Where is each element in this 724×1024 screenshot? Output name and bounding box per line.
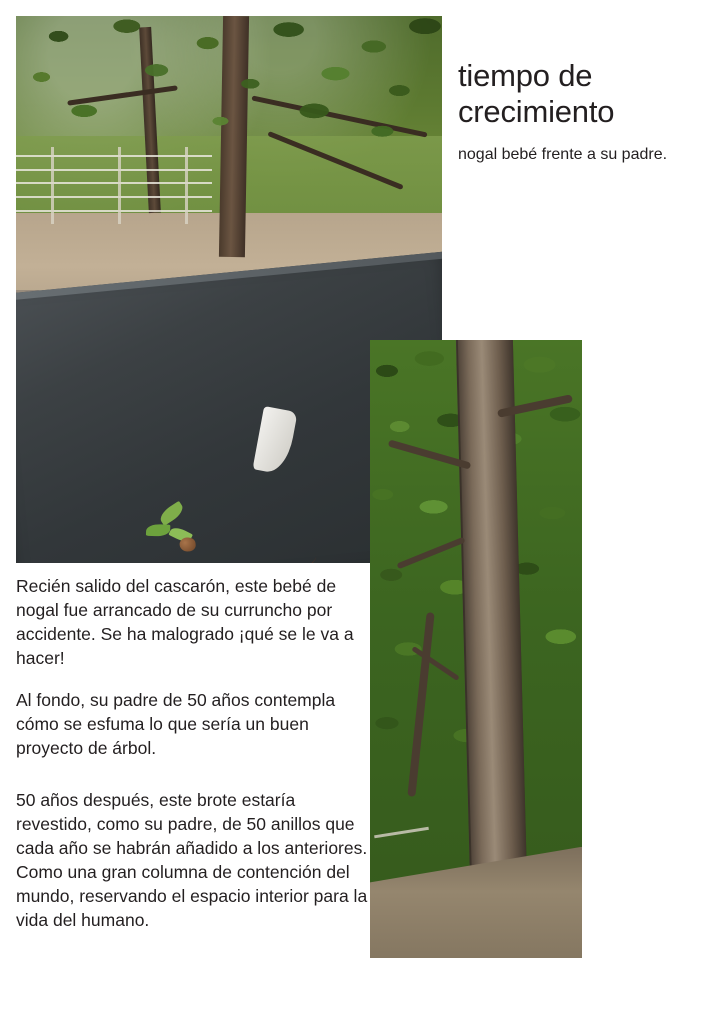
title-block xyxy=(458,58,706,166)
paragraph-1: Recién salido del cascarón, este bebé de nogal fue arrancado de su curruncho por accidente. Se ha malogrado ¡qué se le va a hacer! xyxy=(16,576,354,668)
paragraph-2: Al fondo, su padre de 50 años contempla cómo se esfuma lo que sería un buen proyecto de árbol. xyxy=(16,690,336,758)
photo-walnut-trunk-content xyxy=(370,340,582,958)
body-text xyxy=(16,574,368,932)
sprout-leaf xyxy=(157,501,186,526)
paragraph-3: 50 años después, este brote estaría revestido, como su padre, de 50 anillos que cada año se habrán añadido a los anteriores. Como una gran columna de contención del mundo, reservando el espacio interior para la vida del humano. xyxy=(16,790,368,930)
photo-walnut-trunk xyxy=(370,340,582,958)
sprout-leaf xyxy=(146,524,171,537)
page-title: tiempo de crecimiento xyxy=(458,58,615,129)
sprout-root xyxy=(186,537,316,563)
page-subtitle: nogal bebé frente a su padre. xyxy=(458,146,668,163)
rolled-paper xyxy=(252,406,297,475)
wire-fence xyxy=(16,147,212,224)
